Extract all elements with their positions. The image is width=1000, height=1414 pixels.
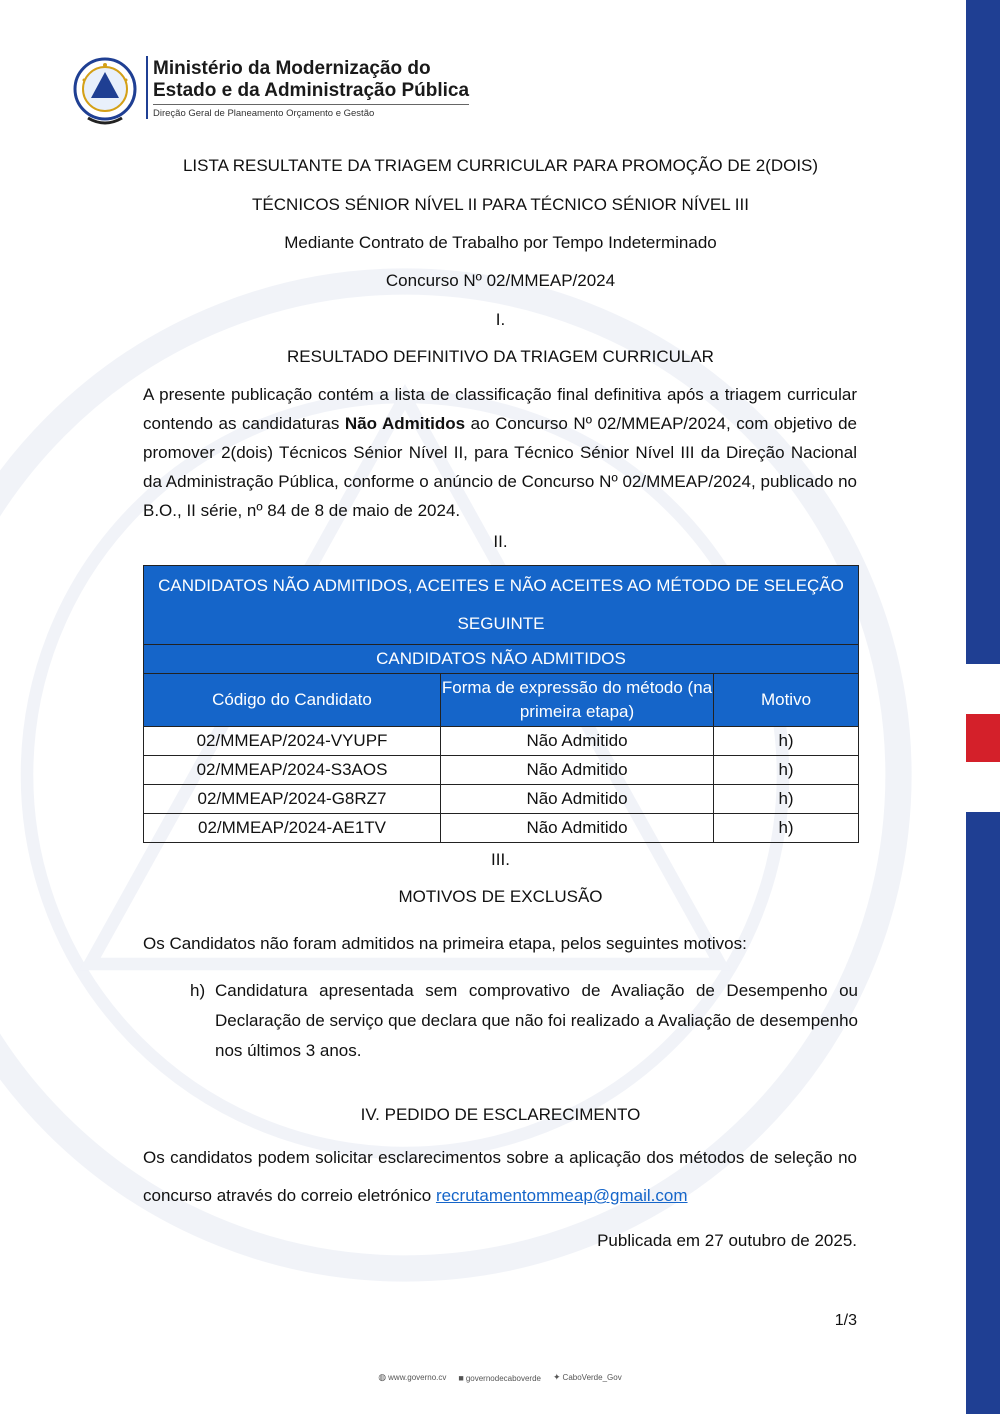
side-bar-blue-top [966,0,1000,664]
footer-facebook[interactable] [458,1373,541,1383]
coat-of-arms-icon [72,56,138,128]
column-header-code: Código do Candidato [144,674,441,727]
table-row [144,756,859,785]
cell-method: Não Admitido [441,756,714,785]
section1-paragraph [143,380,857,525]
globe-icon: ◍ [378,1372,387,1382]
column-header-reason: Motivo [714,674,859,727]
title-line2: TÉCNICOS SÉNIOR NÍVEL II PARA TÉCNICO SÉNIOR NÍVEL III [252,195,749,214]
ministry-name-line1: Ministério da Modernização do [153,58,431,79]
section1-text-end: ao Concurso Nº 02/MMEAP/2024, com objetivo de promover 2(dois) Técnicos Sénior Nível II, para Técnico Sénior Nível III da Direção Nacional da Administração Pública, conforme o anúncio de Concurso Nº 02/MMEAP/2024, publicado no B.O., II série, nº 84 de 8 de maio de 2024. [143,414,857,520]
table-row [144,814,859,843]
department-name: Direção Geral de Planeamento Orçamento e Gestão [153,108,375,119]
footer-website-text: www.governo.cv [388,1373,447,1382]
title-line4: Concurso Nº 02/MMEAP/2024 [385,271,616,290]
title-line1: LISTA RESULTANTE DA TRIAGEM CURRICULAR PARA PROMOÇÃO DE 2(DOIS) [182,156,819,175]
ministry-name-block [146,56,469,119]
cell-reason: h) [714,814,859,843]
section3-heading: MOTIVOS DE EXCLUSÃO [398,887,603,906]
cell-method: Não Admitido [441,785,714,814]
side-bar-blue-bottom [966,812,1000,1414]
section1-number: I. [495,310,506,329]
table-banner: CANDIDATOS NÃO ADMITIDOS, ACEITES E NÃO ACEITES AO MÉTODO DE SELEÇÃO SEGUINTE [144,566,859,645]
section2-number: II. [493,532,508,551]
cell-reason: h) [714,727,859,756]
cell-code: 02/MMEAP/2024-AE1TV [144,814,441,843]
footer-twitter-text: CaboVerde_Gov [562,1373,622,1382]
section1-heading: RESULTADO DEFINITIVO DA TRIAGEM CURRICULAR [287,347,714,366]
table-row [144,727,859,756]
twitter-icon: ✦ [553,1372,561,1382]
section4-heading: IV. PEDIDO DE ESCLARECIMENTO [360,1105,641,1124]
cell-method: Não Admitido [441,814,714,843]
section4-paragraph [143,1139,857,1215]
email-link[interactable]: recrutamentommeap@gmail.com [435,1186,688,1205]
section1-text-bold: Não Admitidos [344,414,466,433]
cell-reason: h) [714,785,859,814]
cell-method: Não Admitido [441,727,714,756]
ministry-name-line2: Estado e da Administração Pública [153,80,469,105]
side-bar-red [966,714,1000,762]
section3-number: III. [491,850,510,869]
letterhead [72,56,469,128]
exclusion-reason-item [190,976,858,1066]
facebook-icon: ■ [458,1372,464,1383]
column-header-method: Forma de expressão do método (na primeira etapa) [441,674,714,727]
section3-intro: Os Candidatos não foram admitidos na primeira etapa, pelos seguintes motivos: [143,934,747,953]
title-line3: Mediante Contrato de Trabalho por Tempo Indeterminado [284,233,717,252]
cell-code: 02/MMEAP/2024-VYUPF [144,727,441,756]
section1-text-start: A presente publicação contém a lista de classificação final definitiva após a triagem curricular contendo as candidaturas [143,385,857,433]
footer-facebook-text: governodecaboverde [465,1373,541,1383]
cell-code: 02/MMEAP/2024-G8RZ7 [144,785,441,814]
footer-website[interactable] [378,1372,446,1383]
page-number: 1/3 [834,1312,857,1329]
publication-date: Publicada em 27 outubro de 2025. [597,1231,857,1250]
exclusion-reason-text: Candidatura apresentada sem comprovativo de Avaliação de Desempenho ou Declaração de serviço que declara que não foi realizado a Avaliação de desempenho nos últimos 3 anos. [215,981,858,1060]
exclusion-reason-letter: h) [190,981,206,1000]
footer-links [350,1372,650,1383]
candidates-table [143,565,859,843]
footer-twitter[interactable] [553,1372,622,1383]
cell-reason: h) [714,756,859,785]
cell-code: 02/MMEAP/2024-S3AOS [144,756,441,785]
section4-text: Os candidatos podem solicitar esclarecimentos sobre a aplicação dos métodos de seleção no concurso através do correio eletrónico [143,1148,857,1205]
table-subbanner: CANDIDATOS NÃO ADMITIDOS [144,645,859,674]
table-row [144,785,859,814]
